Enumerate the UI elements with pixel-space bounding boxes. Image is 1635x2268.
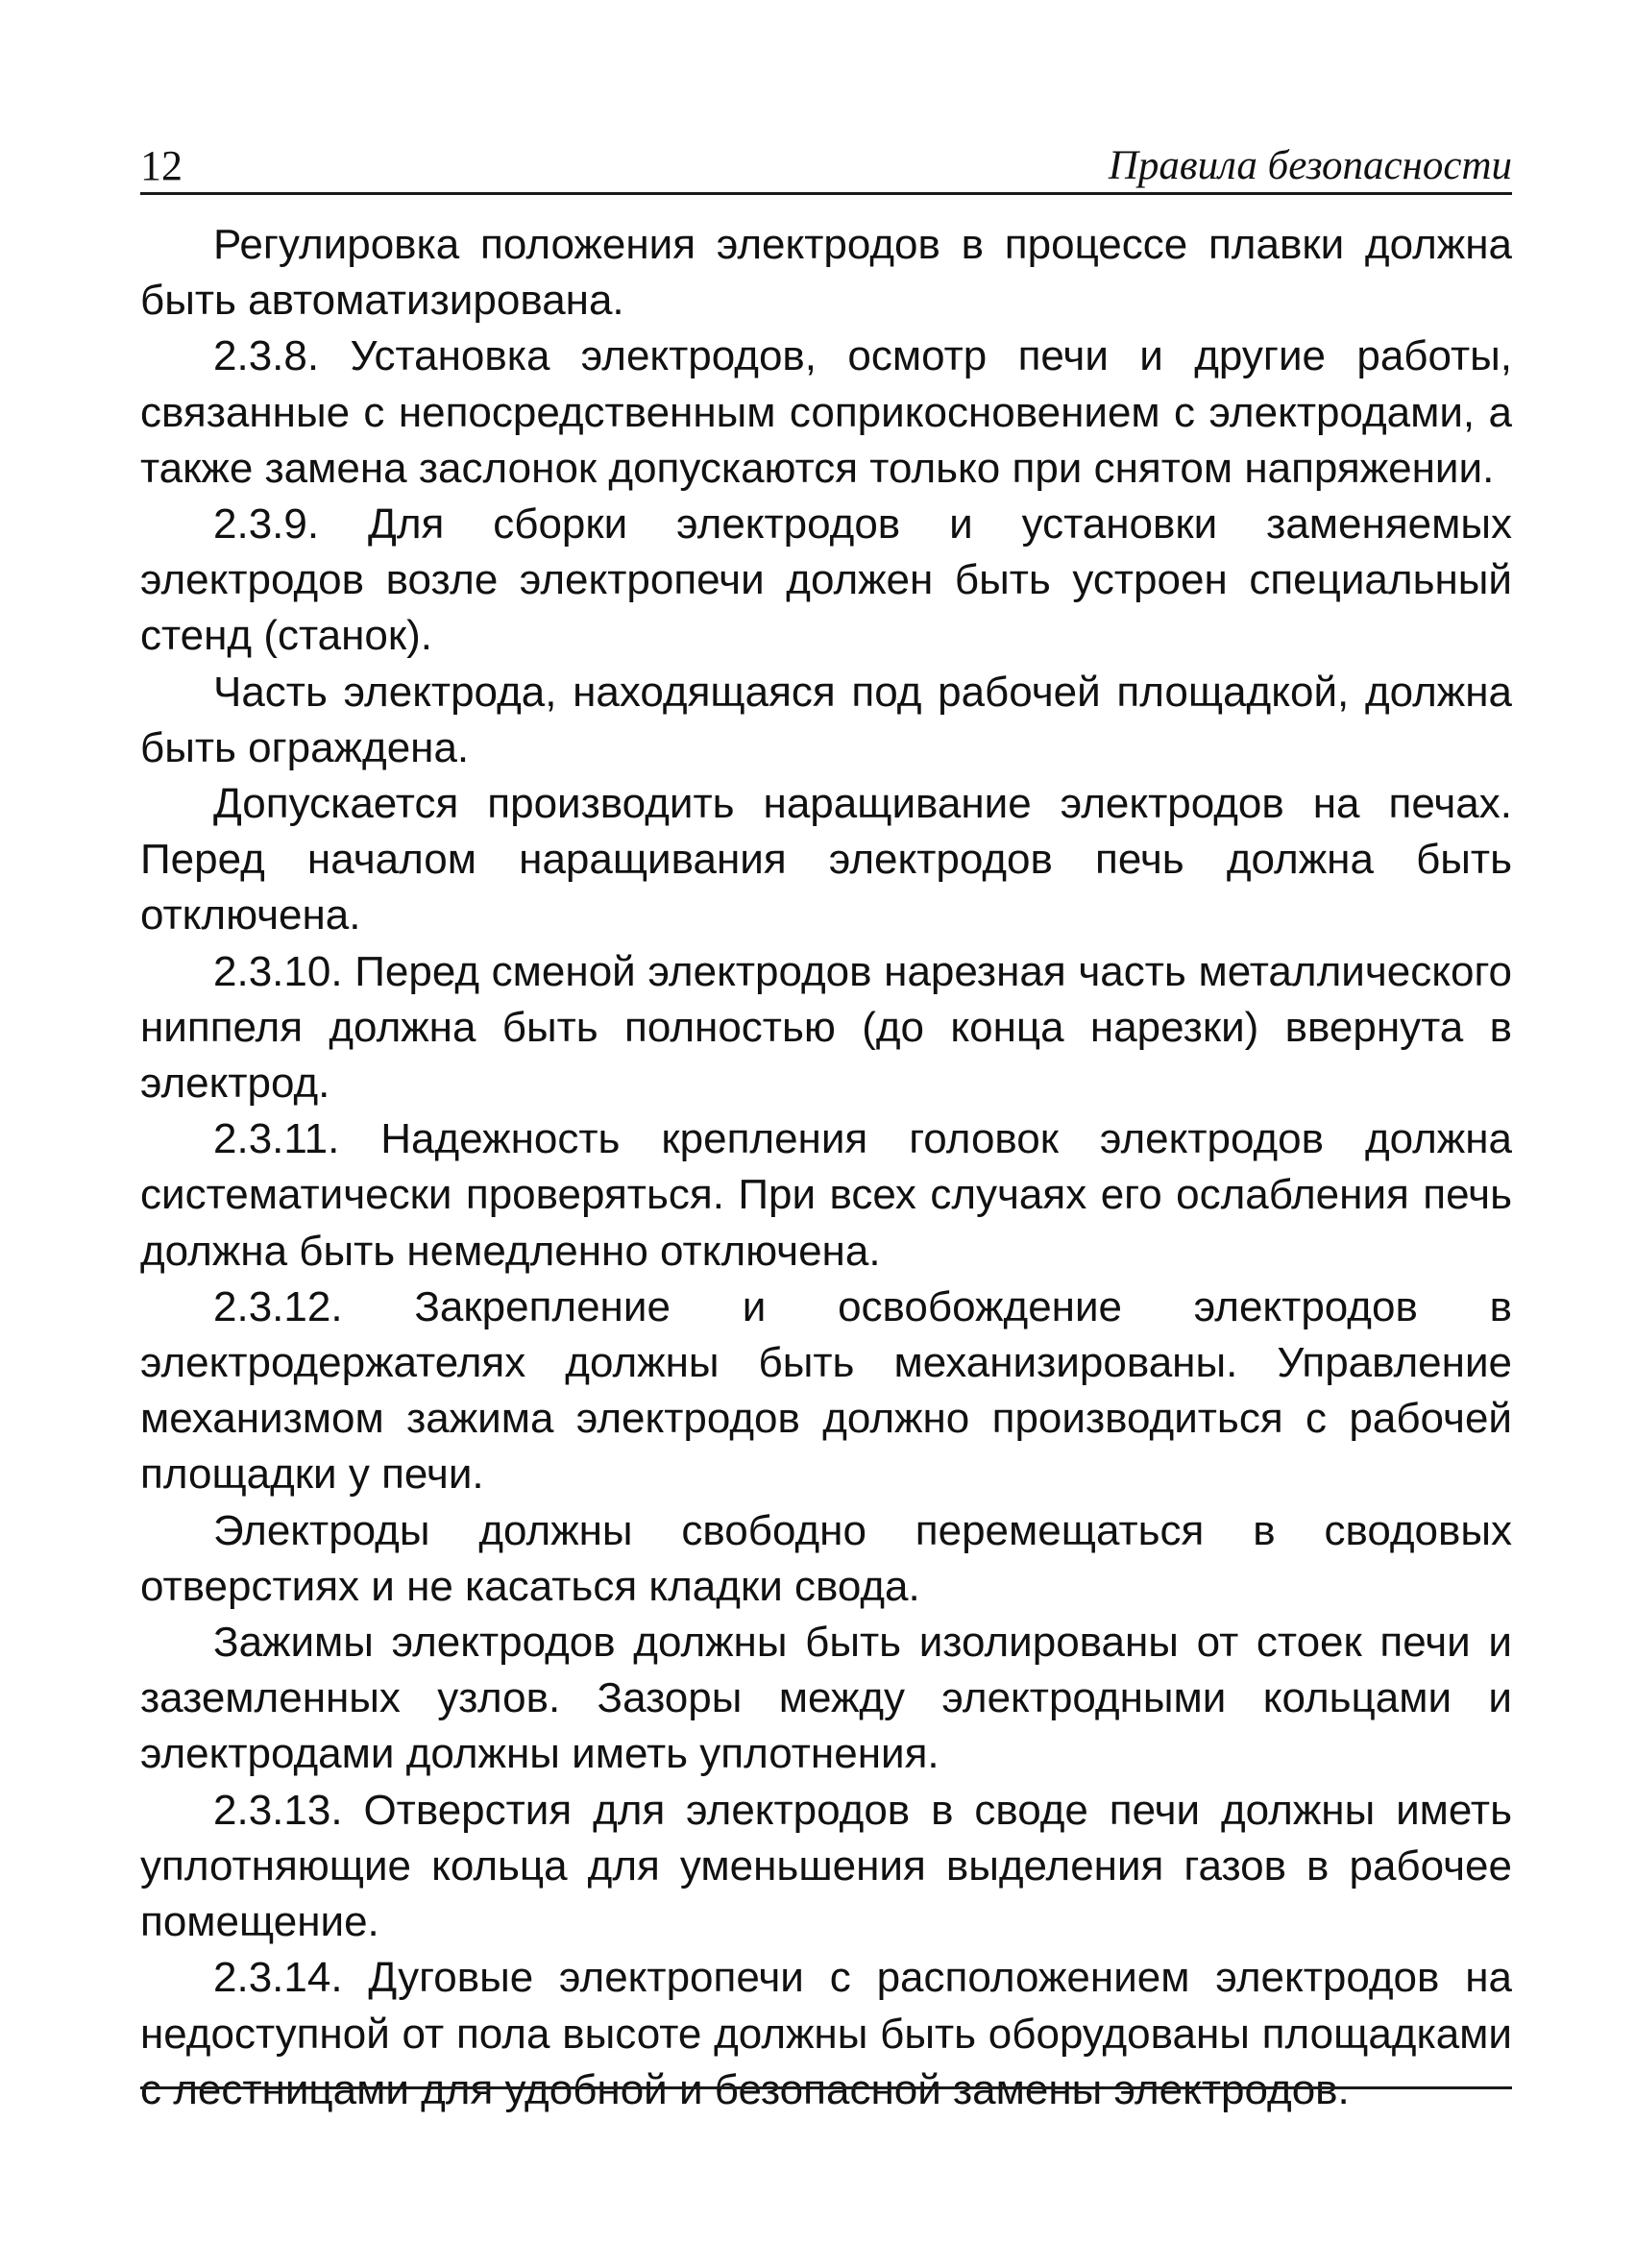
bottom-rule: [140, 2086, 1512, 2089]
paragraph: Допускается производить наращивание электродов на печах. Перед началом наращивания электродов печь должна быть отключена.: [140, 780, 1512, 939]
page-number: 12: [140, 142, 183, 189]
paragraph: 2.3.13. Отверстия для электродов в своде печи должны иметь уплотняющие кольца для уменьшения выделения газов в рабочее помещение.: [140, 1786, 1512, 1946]
paragraph: Регулировка положения электродов в процессе плавки должна быть автоматизирована.: [140, 221, 1512, 325]
paragraph: 2.3.10. Перед сменой электродов нарезная часть металлического ниппеля должна быть полностью (до конца нарезки) ввернута в электрод.: [140, 947, 1512, 1108]
paragraph: 2.3.12. Закрепление и освобождение электродов в электродержателях должны быть механизированы. Управление механизмом зажима электродов должно производиться с рабочей площадки у печи.: [140, 1282, 1512, 1499]
paragraph: Электроды должны свободно перемещаться в сводовых отверстиях и не касаться кладки свода.: [140, 1506, 1512, 1610]
running-header: [140, 134, 1512, 195]
paragraph: 2.3.11. Надежность крепления головок электродов должна систематически проверяться. При всех случаях его ослабления печь должна быть немедленно отключена.: [140, 1115, 1512, 1275]
paragraph: 2.3.8. Установка электродов, осмотр печи и другие работы, связанные с непосредственным соприкосновением с электродами, а также замена заслонок допускаются только при снятом напряжении.: [140, 332, 1512, 492]
paragraph: 2.3.9. Для сборки электродов и установки заменяемых электродов возле электропечи должен быть устроен специальный стенд (станок).: [140, 500, 1512, 660]
paragraph: 2.3.14. Дуговые электропечи с расположением электродов на недоступной от пола высоте должны быть оборудованы площадками с лестницами для удобной и безопасной замены электродов.: [140, 1954, 1512, 2113]
paragraph: Зажимы электродов должны быть изолированы от стоек печи и заземленных узлов. Зазоры между электродными кольцами и электродами должны иметь уплотнения.: [140, 1619, 1512, 1778]
body-text: [140, 217, 1512, 2118]
paragraph: Часть электрода, находящаяся под рабочей площадкой, должна быть ограждена.: [140, 668, 1512, 771]
running-title: Правила безопасности: [1108, 143, 1512, 188]
